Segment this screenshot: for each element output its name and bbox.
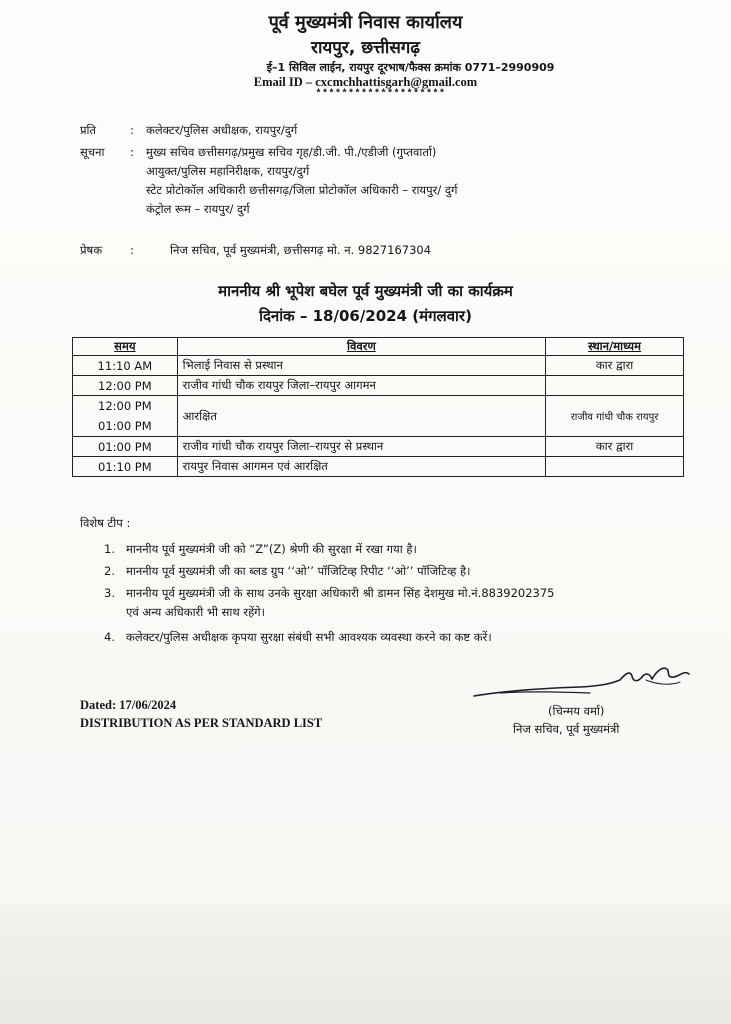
row-time-start: 12:00 PM [98, 399, 152, 413]
prati-colon: : [130, 123, 134, 137]
row-description: भिलाई निवास से प्रस्थान [177, 356, 545, 376]
row-time: 11:10 AM [73, 356, 178, 376]
preshak-colon: : [130, 243, 134, 257]
row-description: आरक्षित [177, 396, 545, 437]
distribution-line: DISTRIBUTION AS PER STANDARD LIST [80, 716, 323, 730]
office-city: रायपुर, छत्तीसगढ़ [311, 38, 420, 58]
header-description: विवरण [177, 338, 545, 356]
row-description: रायपुर निवास आगमन एवं आरक्षित [177, 457, 545, 477]
row-time: 01:00 PM [73, 437, 178, 457]
row-time: 12:00 PM [73, 376, 178, 396]
prati-value: कलेक्टर/पुलिस अधीक्षक, रायपुर/दुर्ग [146, 123, 298, 137]
schedule-table [72, 337, 684, 477]
header-time: समय [73, 338, 178, 356]
note-item [104, 562, 471, 581]
row-description: राजीव गांधी चौक रायपुर जिला–रायपुर आगमन [177, 376, 545, 396]
row-mode: कार द्वारा [546, 437, 684, 457]
suchna-line: आयुक्त/पुलिस महानिरीक्षक, रायपुर/दुर्ग [146, 164, 310, 178]
suchna-label: सूचना [80, 145, 105, 159]
table-row [73, 457, 684, 477]
suchna-line: कंट्रोल रूम – रायपुर/ दुर्ग [146, 202, 250, 216]
signatory-name: (चिन्मय वर्मा) [548, 704, 605, 718]
row-mode: राजीव गांधी चौक रायपुर [546, 396, 684, 437]
header-mode: स्थान/माध्यम [546, 338, 684, 356]
note-item [104, 628, 492, 647]
table-row [73, 376, 684, 396]
dated-line: Dated: 17/06/2024 [80, 698, 177, 712]
note-text: माननीय पूर्व मुख्यमंत्री जी के साथ उनके सुरक्षा अधिकारी श्री डामन सिंह देशमुख मो.नं.8839202375 [126, 586, 555, 600]
row-mode: कार द्वारा [546, 356, 684, 376]
table-row [73, 396, 684, 437]
preshak-value: निज सचिव, पूर्व मुख्यमंत्री, छत्तीसगढ़ मो. न. 9827167304 [170, 243, 432, 257]
stars-divider: ******************** [315, 89, 446, 100]
note-text: कलेक्टर/पुलिस अधीक्षक कृपया सुरक्षा संबंधी सभी आवश्यक व्यवस्था करने का कष्ट करें। [126, 630, 492, 644]
note-text: माननीय पूर्व मुख्यमंत्री जी का ब्लड ग्रुप ‘‘ओ’’ पॉजिटिव्ह रिपीट ‘‘ओ’’ पॉजिटिव्ह है। [126, 564, 471, 578]
programme-date: दिनांक – 18/06/2024 (मंगलवार) [259, 307, 472, 325]
suchna-colon: : [130, 145, 134, 159]
office-title: पूर्व मुख्यमंत्री निवास कार्यालय [268, 12, 463, 33]
preshak-label: प्रेषक [80, 243, 103, 257]
row-time: 01:10 PM [73, 457, 178, 477]
table-row [73, 356, 684, 376]
row-mode [546, 376, 684, 396]
prati-label: प्रति [80, 123, 97, 137]
page-bottom-shadow [0, 905, 731, 1024]
row-mode [546, 457, 684, 477]
note-number: 2. [104, 564, 115, 578]
signatory-designation: निज सचिव, पूर्व मुख्यमंत्री [513, 722, 620, 736]
note-number: 3. [104, 586, 115, 600]
note-text: माननीय पूर्व मुख्यमंत्री जी को “Z”(Z) श्रेणी की सुरक्षा में रखा गया है। [126, 542, 417, 556]
note-number: 4. [104, 630, 115, 644]
table-header-row [73, 338, 684, 356]
recipients-block [0, 122, 731, 222]
note-item [104, 584, 554, 622]
row-description: राजीव गांधी चौक रायपुर जिला–रायपुर से प्रस्थान [177, 437, 545, 457]
row-time-end: 01:00 PM [98, 419, 152, 433]
office-email: Email ID – cxcmchhattisgarh@gmail.com [253, 75, 478, 89]
note-item [104, 540, 417, 559]
notes-title: विशेष टीप : [80, 516, 131, 530]
note-text-continued: एवं अन्य अधिकारी भी साथ रहेंगे। [126, 605, 266, 619]
note-number: 1. [104, 542, 115, 556]
suchna-line: स्टेट प्रोटोकॉल अधिकारी छत्तीसगढ़/जिला प्रोटोकॉल अधिकारी – रायपुर/ दुर्ग [146, 183, 458, 197]
row-time [73, 396, 178, 437]
table-row [73, 437, 684, 457]
office-address: ई–1 सिविल लाईन, रायपुर दूरभाष/फैक्स क्रमांक 0771–2990909 [266, 61, 555, 74]
programme-title: माननीय श्री भूपेश बघेल पूर्व मुख्यमंत्री जी का कार्यक्रम [218, 282, 513, 300]
suchna-line: मुख्य सचिव छत्तीसगढ़/प्रमुख सचिव गृह/डी.जी. पी./एडीजी (गुप्तवार्ता) [146, 145, 437, 159]
sender-block [0, 242, 731, 262]
signature-icon [470, 660, 700, 708]
